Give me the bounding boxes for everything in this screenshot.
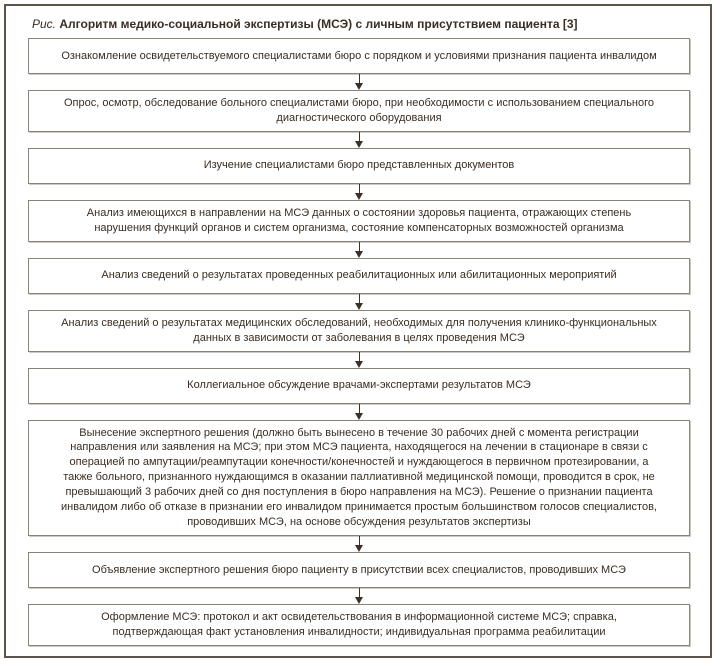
caption-prefix: Рис.	[32, 17, 57, 31]
arrow-head	[355, 251, 363, 258]
arrow-shaft	[359, 294, 360, 303]
flowchart	[6, 34, 710, 656]
flow-step-7	[28, 368, 690, 404]
arrow-shaft	[359, 184, 360, 193]
flow-step-9-label: Объявление экспертного решения бюро пациенту в присутствии всех специалистов, проводивших МСЭ	[92, 563, 626, 576]
arrow-head	[355, 361, 363, 368]
flow-step-5-label: Анализ сведений о результатах проведенных реабилитационных или абилитационных мероприятий	[101, 269, 617, 282]
flow-step-10-label: Оформление МСЭ: протокол и акт освидетельствования в информационной системе МСЭ; справка, подтверждающая факт установления инвалидности; индивидуальная программа реабилитации	[101, 611, 617, 639]
flow-step-3-label: Изучение специалистами бюро представленных документов	[203, 159, 515, 172]
arrow-shaft	[359, 588, 360, 597]
figure-caption	[6, 6, 710, 34]
arrow-shaft	[359, 242, 360, 251]
down-arrow-icon	[353, 242, 365, 258]
flow-step-9	[28, 552, 690, 588]
flow-step-1-label: Ознакомление освидетельствуемого специалистами бюро с порядком и условиями признания пациента инвалидом	[61, 49, 657, 62]
down-arrow-icon	[353, 74, 365, 90]
arrow-head	[355, 545, 363, 552]
arrow-head	[355, 597, 363, 604]
flow-step-6	[28, 310, 690, 352]
flow-step-7-label: Коллегиальное обсуждение врачами-экспертами результатов МСЭ	[187, 379, 531, 392]
flow-step-5	[28, 258, 690, 294]
flow-step-8-label: Вынесение экспертного решения (должно быть вынесено в течение 30 рабочих дней с момента регистрации направления или заявления на МСЭ; при этом МСЭ пациента, находящегося на лечении в стационаре в связи с операцией по ампутации/реампутации конечности/конечностей и нуждающегося в первичном протезировании, а также больного, признанного нуждающимся в оказании паллиативной медицинской помощи, проводится в срок, не превышающий 3 рабочих дней со дня поступления в бюро направления на МСЭ). Решение о признании пациента инвалидом либо об отказе в признании его инвалидом принимается простым большинством голосов специалистов, проводивших МСЭ, на основе обсуждения результатов экспертизы	[61, 426, 657, 529]
arrow-shaft	[359, 74, 360, 83]
flow-step-1	[28, 38, 690, 74]
down-arrow-icon	[353, 132, 365, 148]
down-arrow-icon	[353, 184, 365, 200]
flow-step-3	[28, 148, 690, 184]
flow-step-6-label: Анализ сведений о результатах медицинских обследований, необходимых для получения клинико-функциональных данных в зависимости от заболевания в целях проведения МСЭ	[61, 316, 657, 344]
arrow-head	[355, 303, 363, 310]
flow-step-8	[28, 420, 690, 537]
arrow-head	[355, 141, 363, 148]
arrow-head	[355, 83, 363, 90]
flow-step-10	[28, 604, 690, 646]
arrow-shaft	[359, 352, 360, 361]
down-arrow-icon	[353, 404, 365, 420]
down-arrow-icon	[353, 536, 365, 552]
flow-step-4-label: Анализ имеющихся в направлении на МСЭ данных о состоянии здоровья пациента, отражающих степень нарушения функций органов и систем организма, состояние компенсаторных возможностей организма	[86, 206, 632, 234]
caption-title: Алгоритм медико-социальной экспертизы (МСЭ) с личным присутствием пациента [3]	[59, 17, 578, 31]
down-arrow-icon	[353, 294, 365, 310]
down-arrow-icon	[353, 352, 365, 368]
flow-step-4	[28, 200, 690, 242]
figure-frame	[4, 4, 712, 658]
flow-step-2	[28, 90, 690, 132]
down-arrow-icon	[353, 588, 365, 604]
arrow-shaft	[359, 536, 360, 545]
arrow-head	[355, 193, 363, 200]
arrow-shaft	[359, 132, 360, 141]
arrow-shaft	[359, 404, 360, 413]
arrow-head	[355, 413, 363, 420]
flow-step-2-label: Опрос, осмотр, обследование больного специалистами бюро, при необходимости с использованием специального диагностического оборудования	[63, 96, 655, 124]
